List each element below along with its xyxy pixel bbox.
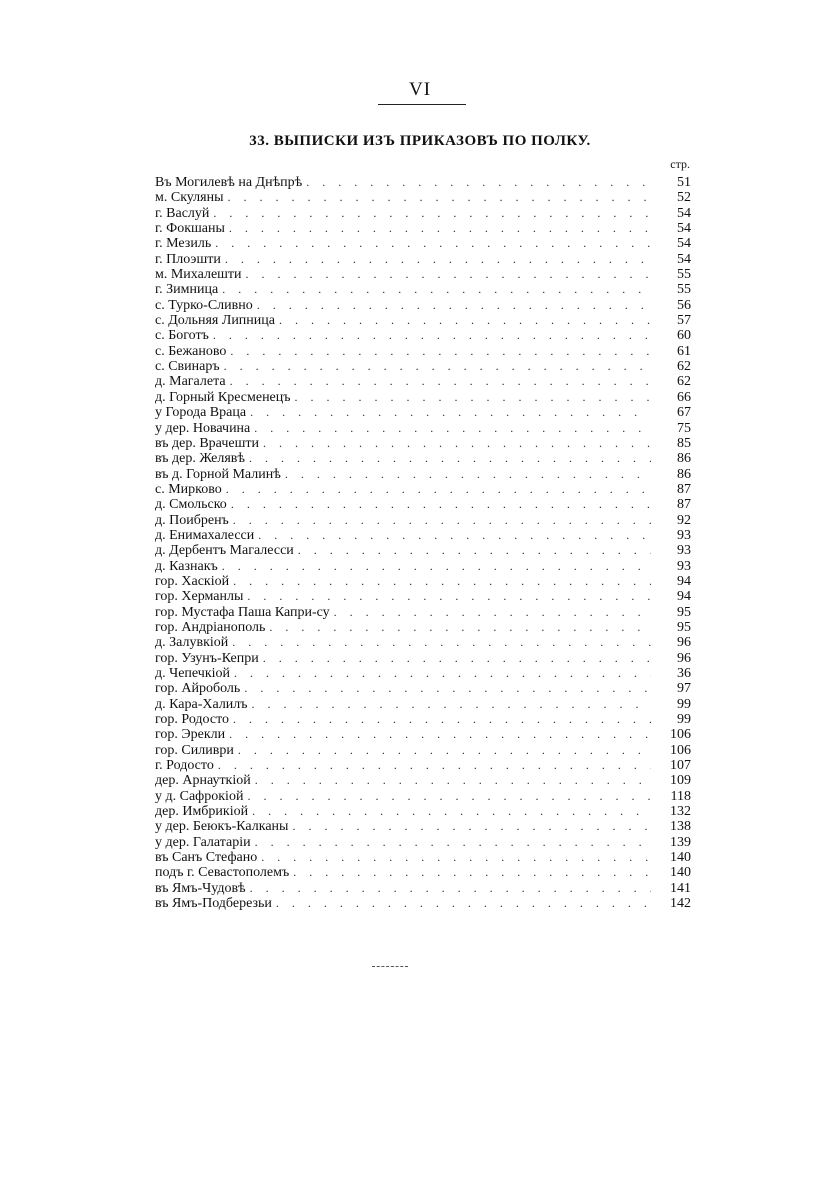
toc-entry-place: гор. Родосто <box>155 712 230 728</box>
dot-leader <box>258 528 651 543</box>
toc-entry-page: 140 <box>670 850 691 866</box>
toc-entry <box>155 221 691 236</box>
toc-entry-page: 140 <box>670 865 691 881</box>
toc-entry-place: д. Енимахалесси <box>155 527 255 543</box>
dot-leader <box>230 374 651 389</box>
toc-entry <box>155 267 691 282</box>
toc-entry-place: г. Родосто <box>155 758 214 774</box>
toc-entry <box>155 313 691 328</box>
toc-entry-place: гор. Андріанополь <box>155 619 266 635</box>
toc-entry <box>155 390 691 405</box>
toc-entry <box>155 482 691 497</box>
toc-entry-page: 141 <box>670 880 691 896</box>
toc-entry-place: с. Свинаръ <box>155 359 220 375</box>
toc-entry-page: 99 <box>677 712 691 728</box>
toc-entry-page: 62 <box>677 374 691 390</box>
toc-entry <box>155 252 691 267</box>
dot-leader <box>250 405 651 420</box>
toc-entry-place: у Города Враца <box>155 405 247 421</box>
toc-entry <box>155 328 691 343</box>
toc-entry-place: у дер. Новачина <box>155 420 251 436</box>
toc-entry-place: у дер. Галатаріи <box>155 834 251 850</box>
toc-entry-place: с. Боготъ <box>155 328 209 344</box>
toc-entry <box>155 635 691 650</box>
section-title: 33. ВЫПИСКИ ИЗЪ ПРИКАЗОВЪ ПО ПОЛКУ. <box>249 133 591 149</box>
toc-entry-place: въ дер. Желявѣ <box>155 451 246 467</box>
toc-entry-page: 109 <box>670 773 691 789</box>
toc-entry-place: г. Плоэшти <box>155 251 221 267</box>
dot-leader <box>279 313 651 328</box>
toc-entry-page: 95 <box>677 619 691 635</box>
toc-entry <box>155 881 691 896</box>
toc-entry-page: 61 <box>677 343 691 359</box>
toc-entry <box>155 175 691 190</box>
dot-leader <box>229 221 651 236</box>
toc-entry-page: 56 <box>677 297 691 313</box>
dot-leader <box>263 436 651 451</box>
toc-entry-place: д. Поибренъ <box>155 512 229 528</box>
dot-leader <box>213 328 651 343</box>
toc-entry <box>155 712 691 727</box>
dot-leader <box>261 850 651 865</box>
toc-entry-page: 54 <box>677 221 691 237</box>
dot-leader <box>244 681 651 696</box>
toc-entry-place: д. Смольско <box>155 497 227 513</box>
dot-leader <box>222 559 651 574</box>
toc-entry <box>155 405 691 420</box>
toc-entry-place: гор. Айроболь <box>155 681 241 697</box>
toc-entry-place: у дер. Беюкъ-Калканы <box>155 819 289 835</box>
dot-leader <box>255 773 651 788</box>
toc-entry <box>155 528 691 543</box>
toc-entry-place: въ Санъ Стефано <box>155 850 258 866</box>
dot-leader <box>254 421 651 436</box>
toc-entry-place: въ д. Горной Малинѣ <box>155 466 281 482</box>
toc-entry <box>155 344 691 359</box>
toc-entry-place: м. Михалешти <box>155 267 242 283</box>
toc-entry <box>155 298 691 313</box>
dot-leader <box>222 282 651 297</box>
toc-entry <box>155 697 691 712</box>
toc-entry-page: 54 <box>677 236 691 252</box>
toc-entry-place: подъ г. Севастополемъ <box>155 865 290 881</box>
dot-leader <box>230 344 651 359</box>
dot-leader <box>255 835 651 850</box>
toc-entry-page: 95 <box>677 604 691 620</box>
toc-entry <box>155 513 691 528</box>
toc-entry-place: г. Фокшаны <box>155 221 225 237</box>
toc-entry-place: д. Чепечкіой <box>155 666 231 681</box>
dot-leader <box>295 390 651 405</box>
toc-entry-place: дер. Имбрикіой <box>155 804 249 820</box>
toc-entry-place: гор. Эрекли <box>155 727 226 743</box>
page-column-label: стр. <box>670 157 690 171</box>
dot-leader <box>252 697 651 712</box>
toc-entry <box>155 651 691 666</box>
toc-entry <box>155 835 691 850</box>
toc-entry-page: 87 <box>677 497 691 513</box>
toc-entry-place: м. Скуляны <box>155 190 224 206</box>
toc-entry-page: 142 <box>670 896 691 912</box>
toc-entry-page: 60 <box>677 328 691 344</box>
toc-entry <box>155 758 691 773</box>
toc-entry <box>155 727 691 742</box>
toc-entry <box>155 451 691 466</box>
toc-entry-place: у д. Сафрокіой <box>155 788 244 804</box>
dot-leader <box>249 451 651 466</box>
toc-entry <box>155 359 691 374</box>
toc-entry-page: 54 <box>677 251 691 267</box>
dot-leader <box>213 206 651 221</box>
toc-entry-page: 66 <box>677 389 691 405</box>
dot-leader <box>233 513 651 528</box>
toc-entry-page: 54 <box>677 205 691 221</box>
toc-entry <box>155 421 691 436</box>
page-number: VI <box>408 79 432 100</box>
toc-entry-page: 94 <box>677 573 691 589</box>
toc-entry-page: 118 <box>670 788 691 804</box>
toc-entry-page: 106 <box>670 742 691 758</box>
toc-entry-page: 99 <box>677 696 691 712</box>
toc-entry <box>155 865 691 880</box>
toc-entry-place: гор. Херманлы <box>155 589 244 605</box>
dot-leader <box>285 467 651 482</box>
toc-entry <box>155 436 691 451</box>
dot-leader <box>247 589 651 604</box>
toc-entry <box>155 620 691 635</box>
toc-entry <box>155 819 691 834</box>
toc-entry-page: 55 <box>677 282 691 298</box>
toc-entry-page: 93 <box>677 558 691 574</box>
toc-entry <box>155 850 691 865</box>
toc-entry-page: 55 <box>677 267 691 283</box>
dot-leader <box>224 359 651 374</box>
toc-entry <box>155 804 691 819</box>
dot-leader <box>233 574 651 589</box>
toc-entry-place: гор. Узунъ-Кепри <box>155 650 259 666</box>
toc-entry-place: д. Горный Кресменецъ <box>155 389 291 405</box>
dot-leader <box>233 712 651 727</box>
toc-entry-place: с. Бежаново <box>155 343 227 359</box>
toc-entry-page: 86 <box>677 451 691 467</box>
toc-entry-page: 51 <box>677 175 691 190</box>
toc-entry-place: г. Зимница <box>155 282 219 298</box>
toc-entry <box>155 543 691 558</box>
toc-entry <box>155 206 691 221</box>
toc-entry-place: въ дер. Врачешти <box>155 435 259 451</box>
dot-leader <box>225 252 651 267</box>
toc-entry-place: д. Магалета <box>155 374 226 390</box>
dot-leader <box>215 236 651 251</box>
toc-entry-place: Въ Могилевѣ на Днѣпрѣ <box>155 175 303 190</box>
toc-entry-page: 57 <box>677 313 691 329</box>
toc-entry-page: 75 <box>677 420 691 436</box>
toc-entry <box>155 282 691 297</box>
toc-entry-page: 93 <box>677 543 691 559</box>
toc-entry-page: 36 <box>677 666 691 681</box>
toc-entry <box>155 896 691 911</box>
toc-entry-page: 85 <box>677 435 691 451</box>
dot-leader <box>263 651 651 666</box>
toc-entry-place: с. Дольняя Липница <box>155 313 275 329</box>
dot-leader <box>226 482 651 497</box>
toc-entry-place: г. Васлуй <box>155 205 210 221</box>
toc-entry-page: 132 <box>670 804 691 820</box>
toc-entry-page: 62 <box>677 359 691 375</box>
toc-entry <box>155 605 691 620</box>
dot-leader <box>298 543 651 558</box>
toc-entry-page: 138 <box>670 819 691 835</box>
page-number-underline <box>378 104 466 105</box>
toc-entry-place: д. Казнакъ <box>155 558 218 574</box>
dot-leader <box>247 789 651 804</box>
toc-entry <box>155 666 691 681</box>
toc-entry <box>155 574 691 589</box>
dot-leader <box>238 743 651 758</box>
toc-entry-page: 94 <box>677 589 691 605</box>
toc-entry-page: 52 <box>677 190 691 206</box>
toc-entry-page: 97 <box>677 681 691 697</box>
toc-entry-page: 106 <box>670 727 691 743</box>
toc-entry <box>155 559 691 574</box>
dot-leader <box>250 881 651 896</box>
toc-entry-page: 86 <box>677 466 691 482</box>
toc-entry-place: г. Мезиль <box>155 236 212 252</box>
toc-entry <box>155 374 691 389</box>
toc-entry-page: 96 <box>677 650 691 666</box>
table-of-contents <box>155 175 691 912</box>
toc-entry-page: 67 <box>677 405 691 421</box>
dot-leader <box>232 635 651 650</box>
dot-leader <box>276 896 651 911</box>
toc-entry-page: 93 <box>677 527 691 543</box>
toc-entry <box>155 789 691 804</box>
dot-leader <box>257 298 651 313</box>
toc-entry-place: д. Кара-Халилъ <box>155 696 248 712</box>
toc-entry <box>155 743 691 758</box>
dot-leader <box>228 190 651 205</box>
toc-entry-place: гор. Мустафа Паша Капри-су <box>155 604 330 620</box>
toc-entry-place: гор. Силиври <box>155 742 234 758</box>
toc-entry-place: с. Мирково <box>155 481 222 497</box>
toc-entry-place: гор. Хаскіой <box>155 573 230 589</box>
toc-entry-place: дер. Арнауткіой <box>155 773 251 789</box>
toc-entry <box>155 467 691 482</box>
dot-leader <box>334 605 651 620</box>
dot-leader <box>269 620 651 635</box>
dot-leader <box>252 804 651 819</box>
toc-entry <box>155 190 691 205</box>
toc-entry <box>155 497 691 512</box>
dot-leader <box>293 865 651 880</box>
dot-leader <box>229 727 651 742</box>
toc-entry-place: въ Ямъ-Подберезьи <box>155 896 272 912</box>
toc-entry-place: с. Турко-Сливно <box>155 297 253 313</box>
toc-entry <box>155 681 691 696</box>
toc-entry-page: 96 <box>677 635 691 651</box>
dot-leader <box>234 666 651 681</box>
toc-entry-place: въ Ямъ-Чудовѣ <box>155 880 246 896</box>
dot-leader <box>218 758 651 773</box>
toc-entry-page: 92 <box>677 512 691 528</box>
toc-entry-place: д. Дербентъ Магалесси <box>155 543 294 559</box>
toc-entry-page: 139 <box>670 834 691 850</box>
toc-entry-page: 87 <box>677 481 691 497</box>
toc-entry <box>155 236 691 251</box>
toc-entry-page: 107 <box>670 758 691 774</box>
toc-entry <box>155 589 691 604</box>
dot-leader <box>292 819 651 834</box>
dot-leader <box>246 267 651 282</box>
dot-leader <box>231 497 651 512</box>
toc-entry-place: д. Залувкіой <box>155 635 229 651</box>
end-ornament <box>372 966 408 968</box>
toc-entry <box>155 773 691 788</box>
dot-leader <box>306 175 651 190</box>
